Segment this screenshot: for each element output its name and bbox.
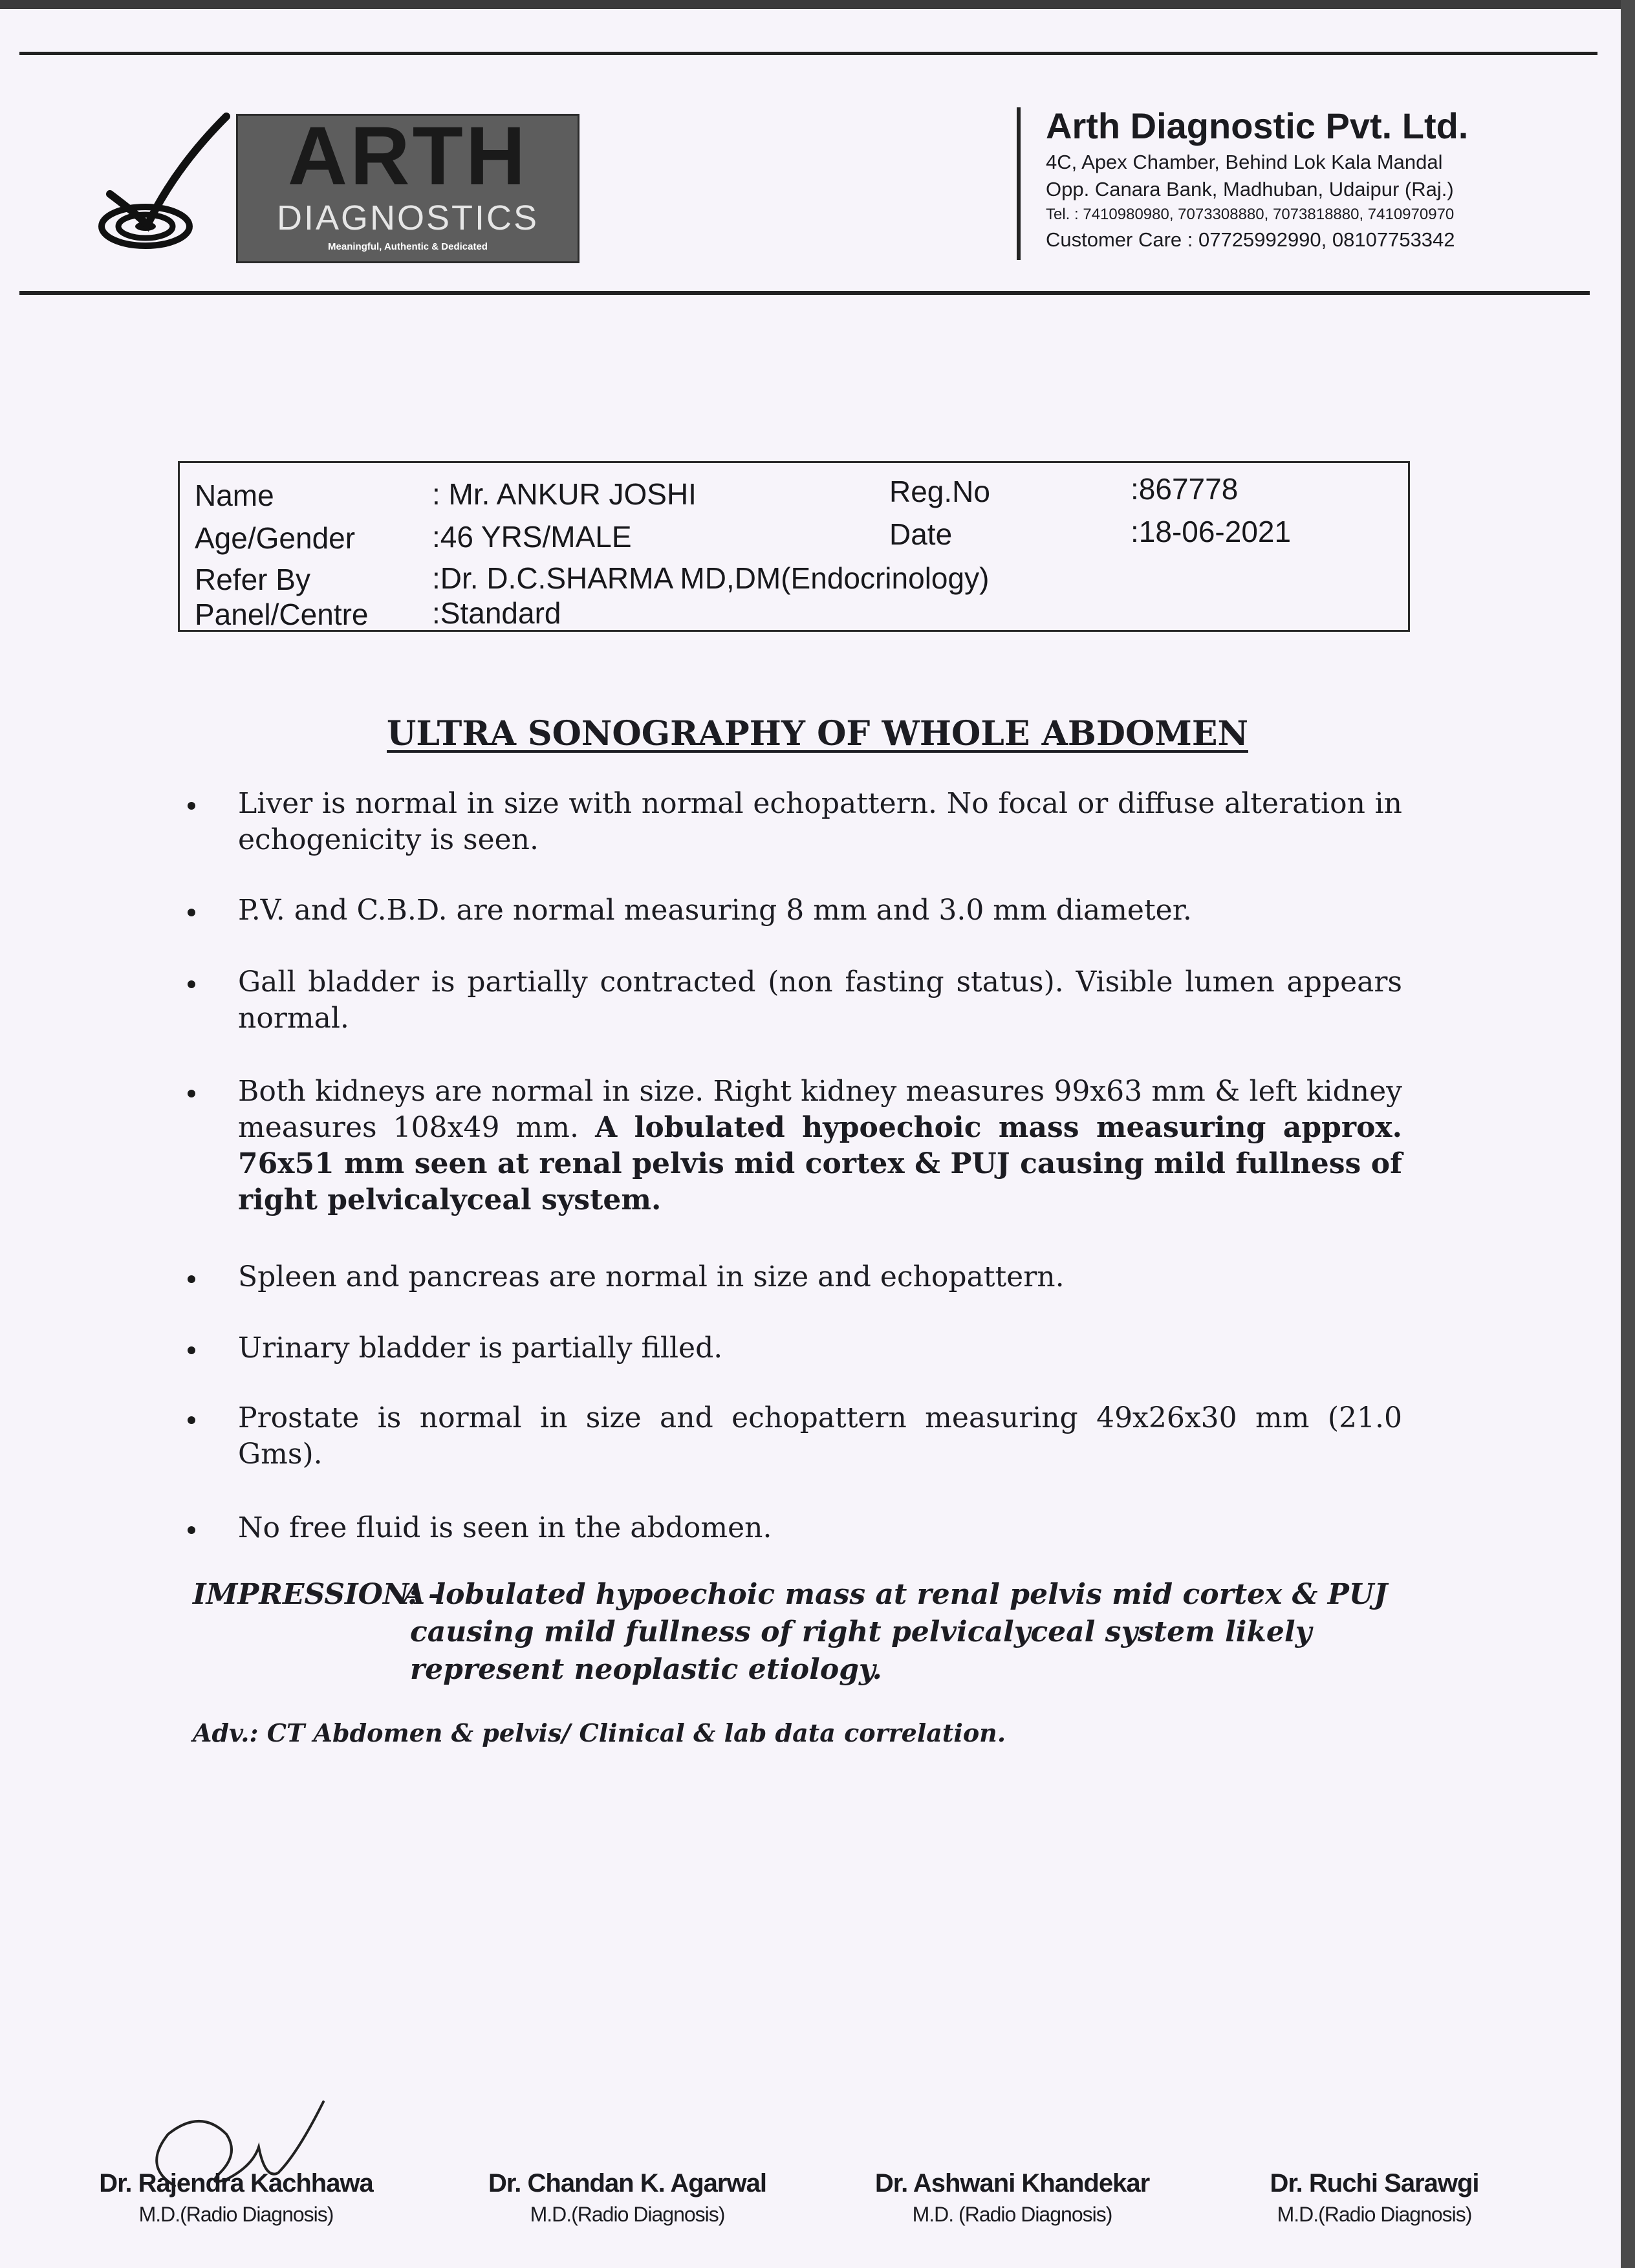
logo-subtitle: DIAGNOSTICS: [276, 199, 539, 237]
name-value: : Mr. ANKUR JOSHI: [432, 477, 697, 511]
logo-badge: [236, 110, 579, 263]
report-title-text: ULTRA SONOGRAPHY OF WHOLE ABDOMEN: [387, 714, 1248, 753]
finding-kidneys: [238, 1074, 1402, 1218]
impression-label: IMPRESSION: -: [193, 1578, 440, 1611]
logo-tagline: Meaningful, Authentic & Dedicated: [328, 241, 488, 252]
finding-prostate: Prostate is normal in size and echopattern measuring 49x26x30 mm (21.0 Gms).: [238, 1401, 1402, 1471]
bullet-icon: [188, 1275, 195, 1283]
finding-urinary-bladder: Urinary bladder is partially filled.: [238, 1332, 723, 1365]
signatory-4: [1239, 2166, 1510, 2229]
advice: Adv.: CT Abdomen & pelvis/ Clinical & lab data correlation.: [193, 1718, 1006, 1747]
target-check-icon: [97, 110, 252, 265]
header-rule: [19, 291, 1590, 295]
company-name: Arth Diagnostic Pvt. Ltd.: [1046, 105, 1469, 146]
logo-title: ARTH: [287, 110, 528, 202]
bullet-icon: [188, 909, 195, 916]
scan-edge-top: [0, 0, 1635, 9]
report-title: [0, 714, 1635, 753]
panel-label: Panel/Centre: [195, 598, 369, 631]
header-divider: [1017, 107, 1021, 260]
refer-by-value: :Dr. D.C.SHARMA MD,DM(Endocrinology): [432, 561, 990, 595]
company-address-2: Opp. Canara Bank, Madhuban, Udaipur (Raj.): [1046, 178, 1454, 200]
finding-free-fluid: No free fluid is seen in the abdomen.: [238, 1511, 772, 1544]
finding-spleen-pancreas: Spleen and pancreas are normal in size and echopattern.: [238, 1260, 1065, 1293]
signatory-name: Dr. Ruchi Sarawgi: [1270, 2169, 1479, 2198]
finding-gall-bladder: Gall bladder is partially contracted (non fasting status). Visible lumen appears normal.: [238, 966, 1402, 1035]
date-label: Date: [889, 517, 953, 551]
scan-edge-right: [1621, 0, 1635, 2268]
customer-care: Customer Care : 07725992990, 08107753342: [1046, 228, 1455, 251]
panel-value: :Standard: [432, 596, 561, 630]
top-rule: [19, 52, 1597, 55]
refer-by-label: Refer By: [195, 563, 310, 596]
signatory-1: [97, 2166, 375, 2229]
signatory-degree: M.D. (Radio Diagnosis): [912, 2203, 1112, 2226]
company-details: [1046, 103, 1468, 254]
signatory-name: Dr. Ashwani Khandekar: [874, 2169, 1150, 2198]
patient-info-box: [178, 461, 1410, 632]
signatory-degree: M.D.(Radio Diagnosis): [530, 2203, 725, 2226]
bullet-icon: [188, 1416, 195, 1424]
impression-continued: causing mild fullness of right pelvicalyceal system likely represent neoplastic etiology.: [410, 1615, 1312, 1686]
finding-liver: Liver is normal in size with normal echopattern. No focal or diffuse alteration in echogenicity is seen.: [238, 787, 1402, 856]
kidney-mass-finding: A lobulated hypoechoic mass measuring approx. 76x51 mm seen at renal pelvis mid cortex & PUJ causing mild fullness of right pelvicalyceal system.: [238, 1111, 1402, 1216]
signatory-2: [479, 2166, 776, 2229]
bullet-icon: [188, 1090, 195, 1097]
name-label: Name: [195, 479, 274, 512]
arth-logo: [97, 110, 539, 265]
signatory-name: Dr. Rajendra Kachhawa: [99, 2169, 373, 2198]
age-gender-value: :46 YRS/MALE: [432, 520, 632, 554]
kidney-measurements: Both kidneys are normal in size. Right kidney measures 99x63 mm & left kidney measures 108x49 mm.: [238, 1075, 1402, 1144]
signatory-degree: M.D.(Radio Diagnosis): [1277, 2203, 1472, 2226]
bullet-icon: [188, 980, 195, 988]
finding-pv-cbd: P.V. and C.B.D. are normal measuring 8 mm and 3.0 mm diameter.: [238, 894, 1192, 927]
company-address-1: 4C, Apex Chamber, Behind Lok Kala Mandal: [1046, 151, 1443, 173]
company-phone: Tel. : 7410980980, 7073308880, 7073818880, 7410970970: [1046, 206, 1455, 223]
reg-no-value: :867778: [1131, 472, 1239, 506]
signatory-3: [863, 2166, 1161, 2229]
bullet-icon: [188, 802, 195, 810]
date-value: :18-06-2021: [1131, 515, 1292, 548]
reg-no-label: Reg.No: [889, 475, 990, 508]
age-gender-label: Age/Gender: [195, 521, 356, 555]
signatory-name: Dr. Chandan K. Agarwal: [488, 2169, 766, 2198]
impression-text: A lobulated hypoechoic mass at renal pelvis mid cortex & PUJ: [403, 1578, 1388, 1611]
bullet-icon: [188, 1346, 195, 1354]
bullet-icon: [188, 1526, 195, 1534]
signatory-degree: M.D.(Radio Diagnosis): [138, 2203, 334, 2226]
